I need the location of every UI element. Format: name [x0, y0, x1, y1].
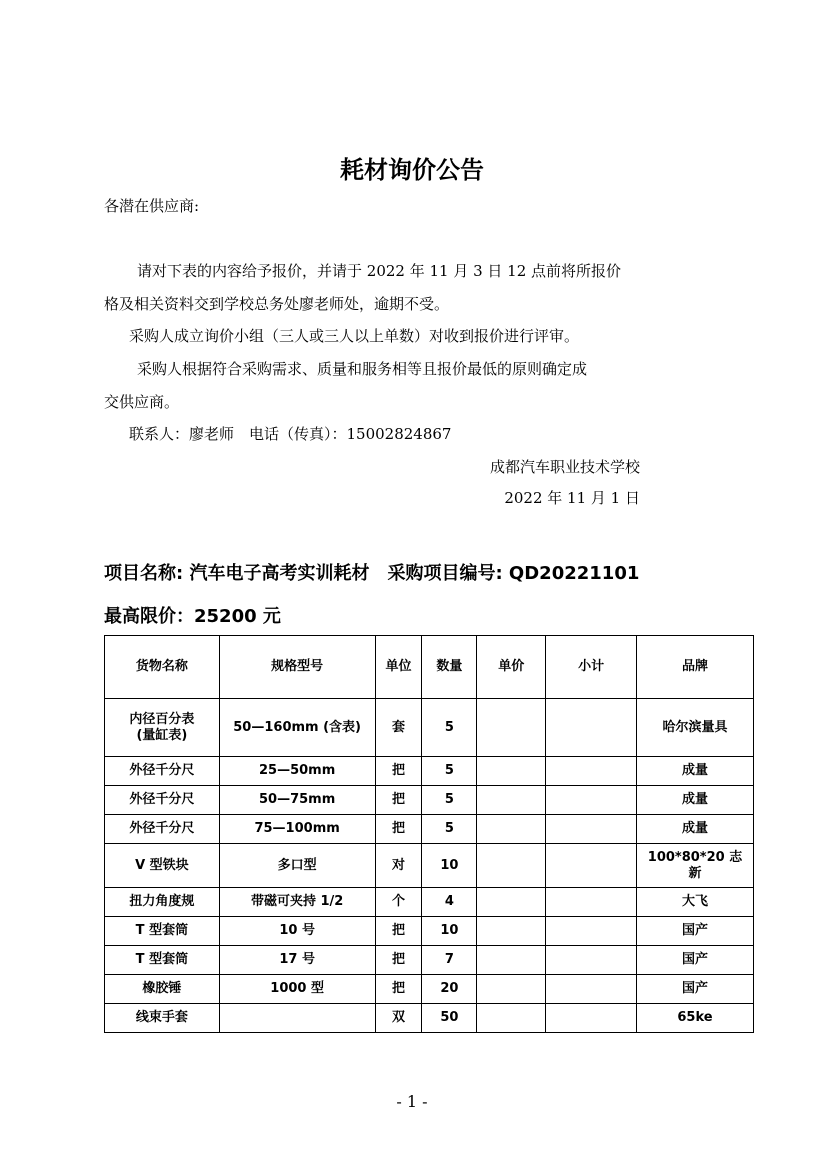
cell-brand: 国产 — [637, 917, 754, 946]
cell-brand: 哈尔滨量具 — [637, 699, 754, 757]
cell-subtotal — [546, 757, 637, 786]
cell-unit: 把 — [375, 946, 422, 975]
cell-brand: 成量 — [637, 786, 754, 815]
cell-goods-name: T 型套筒 — [105, 917, 220, 946]
cell-quantity: 5 — [422, 699, 477, 757]
header-spec: 规格型号 — [219, 636, 375, 699]
cell-unit: 对 — [375, 844, 422, 888]
cell-quantity: 50 — [422, 1004, 477, 1033]
paragraph-2: 采购人成立询价小组（三人或三人以上单数）对收到报价进行评审。 — [129, 327, 580, 345]
cell-subtotal — [546, 844, 637, 888]
cell-brand: 成量 — [637, 757, 754, 786]
table-row — [105, 975, 754, 1004]
cell-subtotal — [546, 917, 637, 946]
header-unit-price: 单价 — [477, 636, 546, 699]
signature-org: 成都汽车职业技术学校 — [489, 458, 640, 476]
cell-spec: 17 号 — [219, 946, 375, 975]
cell-quantity: 5 — [422, 757, 477, 786]
cell-unit: 套 — [375, 699, 422, 757]
cell-subtotal — [546, 888, 637, 917]
cell-unit-price — [477, 815, 546, 844]
table-header-row — [105, 636, 754, 699]
cell-quantity: 7 — [422, 946, 477, 975]
cell-brand: 成量 — [637, 815, 754, 844]
cell-quantity: 5 — [422, 815, 477, 844]
cell-spec: 25—50mm — [219, 757, 375, 786]
cell-goods-name: 橡胶锤 — [105, 975, 220, 1004]
cell-goods-name: 外径千分尺 — [105, 786, 220, 815]
table-body — [105, 699, 754, 1033]
cell-goods-name: 外径千分尺 — [105, 815, 220, 844]
table-row — [105, 699, 754, 757]
cell-goods-name: T 型套筒 — [105, 946, 220, 975]
cell-unit: 把 — [375, 786, 422, 815]
table-row — [105, 888, 754, 917]
cell-unit-price — [477, 946, 546, 975]
cell-unit: 把 — [375, 815, 422, 844]
cell-quantity: 20 — [422, 975, 477, 1004]
paragraph-1-line-2: 格及相关资料交到学校总务处廖老师处，逾期不受。 — [104, 295, 450, 313]
cell-brand: 国产 — [637, 946, 754, 975]
cell-unit-price — [477, 699, 546, 757]
cell-brand: 100*80*20 志 新 — [637, 844, 754, 888]
cell-subtotal — [546, 1004, 637, 1033]
cell-subtotal — [546, 946, 637, 975]
cell-spec: 75—100mm — [219, 815, 375, 844]
paragraph-1-line-1: 请对下表的内容给予报价，并请于 2022 年 11 月 3 日 12 点前将所报价 — [137, 262, 622, 280]
cell-spec: 1000 型 — [219, 975, 375, 1004]
cell-subtotal — [546, 786, 637, 815]
contact-line: 联系人：廖老师 电话（传真）：15002824867 — [129, 425, 452, 443]
cell-subtotal — [546, 975, 637, 1004]
cell-goods-name: V 型铁块 — [105, 844, 220, 888]
cell-spec — [219, 1004, 375, 1033]
cell-unit-price — [477, 786, 546, 815]
cell-brand: 大飞 — [637, 888, 754, 917]
header-unit: 单位 — [375, 636, 422, 699]
cell-quantity: 10 — [422, 844, 477, 888]
cell-subtotal — [546, 815, 637, 844]
signature-date: 2022 年 11 月 1 日 — [504, 489, 640, 507]
cell-unit: 双 — [375, 1004, 422, 1033]
table-row — [105, 844, 754, 888]
cell-unit: 把 — [375, 975, 422, 1004]
cell-unit: 把 — [375, 757, 422, 786]
cell-spec: 多口型 — [219, 844, 375, 888]
cell-unit-price — [477, 975, 546, 1004]
cell-brand: 65ke — [637, 1004, 754, 1033]
header-brand: 品牌 — [637, 636, 754, 699]
table-row — [105, 786, 754, 815]
cell-unit-price — [477, 917, 546, 946]
page-number: - 1 - — [396, 1092, 428, 1111]
table-row — [105, 946, 754, 975]
cell-unit-price — [477, 757, 546, 786]
cell-unit: 把 — [375, 917, 422, 946]
items-table — [104, 635, 754, 1033]
table-row — [105, 917, 754, 946]
max-price: 最高限价：25200 元 — [104, 606, 281, 627]
cell-spec: 50—75mm — [219, 786, 375, 815]
cell-unit-price — [477, 844, 546, 888]
cell-spec: 带磁可夹持 1/2 — [219, 888, 375, 917]
cell-goods-name: 线束手套 — [105, 1004, 220, 1033]
header-quantity: 数量 — [422, 636, 477, 699]
table-row — [105, 1004, 754, 1033]
cell-quantity: 10 — [422, 917, 477, 946]
header-goods-name: 货物名称 — [105, 636, 220, 699]
cell-brand: 国产 — [637, 975, 754, 1004]
table-row — [105, 757, 754, 786]
cell-quantity: 5 — [422, 786, 477, 815]
cell-unit: 个 — [375, 888, 422, 917]
cell-goods-name: 内径百分表 (量缸表) — [105, 699, 220, 757]
cell-quantity: 4 — [422, 888, 477, 917]
project-info: 项目名称: 汽车电子高考实训耗材 采购项目编号: QD20221101 — [104, 563, 640, 584]
paragraph-3-line-1: 采购人根据符合采购需求、质量和服务相等且报价最低的原则确定成 — [137, 360, 588, 378]
cell-spec: 50—160mm (含表) — [219, 699, 375, 757]
cell-unit-price — [477, 888, 546, 917]
paragraph-3-line-2: 交供应商。 — [104, 393, 180, 411]
greeting: 各潜在供应商: — [104, 197, 200, 215]
table-row — [105, 815, 754, 844]
cell-spec: 10 号 — [219, 917, 375, 946]
cell-goods-name: 外径千分尺 — [105, 757, 220, 786]
page-title: 耗材询价公告 — [340, 156, 484, 184]
cell-unit-price — [477, 1004, 546, 1033]
cell-subtotal — [546, 699, 637, 757]
cell-goods-name: 扭力角度规 — [105, 888, 220, 917]
header-subtotal: 小计 — [546, 636, 637, 699]
